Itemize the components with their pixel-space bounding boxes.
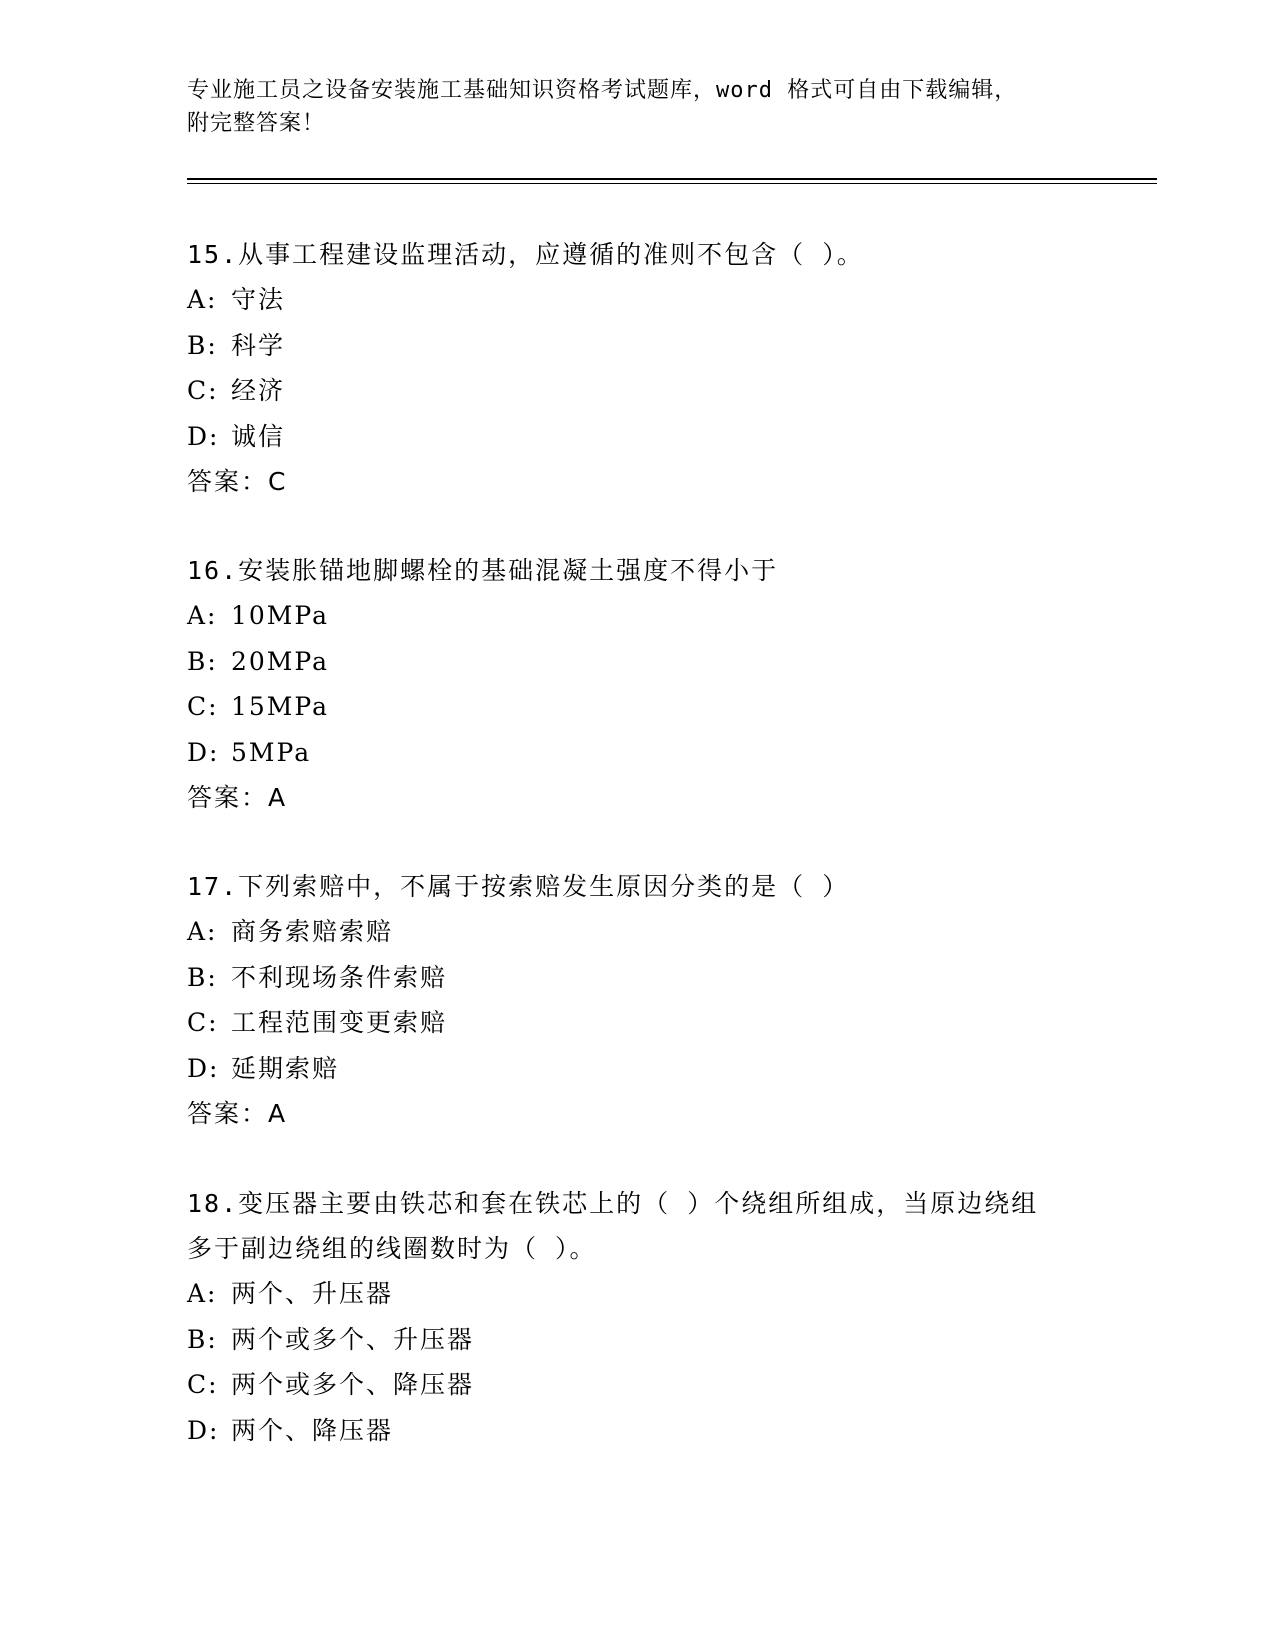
option-text: 15MPa [231, 692, 330, 721]
option-text: 经济 [231, 376, 286, 405]
option-a [187, 593, 1087, 639]
option-c [187, 1362, 1057, 1408]
option-text: 两个、升压器 [231, 1279, 394, 1308]
option-letter: C: [187, 376, 219, 405]
option-a [187, 909, 1087, 955]
question-text: 17.下列索赔中，不属于按索赔发生原因分类的是（ ） [187, 872, 850, 901]
option-letter: D: [187, 421, 220, 451]
option-letter: B: [187, 962, 218, 992]
option-a [187, 1271, 1057, 1317]
option-b [187, 1317, 1057, 1363]
option-text: 守法 [231, 285, 286, 314]
option-b [187, 323, 1087, 369]
question-17 [187, 864, 1087, 1137]
option-letter: A: [187, 1279, 218, 1308]
question-16 [187, 548, 1087, 821]
option-b [187, 955, 1087, 1001]
option-c [187, 684, 1087, 730]
option-letter: B: [187, 330, 218, 360]
option-a [187, 277, 1087, 323]
option-d [187, 730, 1087, 776]
answer-line: 答案：C [187, 467, 288, 496]
header-divider-thick [187, 178, 1157, 180]
option-letter: C: [187, 1370, 219, 1399]
question-18 [187, 1181, 1057, 1453]
option-text: 两个、降压器 [231, 1415, 394, 1445]
question-text: 18.变压器主要由铁芯和套在铁芯上的（ ）个绕组所组成，当原边绕组多于副边绕组的线圈数时为（ ）。 [187, 1189, 1039, 1263]
option-letter: C: [187, 1008, 219, 1037]
option-text: 10MPa [231, 601, 330, 630]
option-text: 商务索赔索赔 [231, 917, 394, 946]
option-text: 延期索赔 [231, 1053, 340, 1083]
option-letter: A: [187, 601, 218, 630]
option-letter: A: [187, 917, 218, 946]
option-letter: C: [187, 692, 219, 721]
header-divider-thin [187, 183, 1157, 184]
question-15 [187, 232, 1087, 505]
option-letter: B: [187, 646, 218, 676]
header-line-1: 专业施工员之设备安装施工基础知识资格考试题库，word 格式可自由下载编辑， [187, 78, 1018, 103]
option-c [187, 368, 1087, 414]
option-letter: A: [187, 285, 218, 314]
document-header [187, 74, 1087, 140]
option-text: 两个或多个、升压器 [231, 1324, 475, 1354]
option-letter: D: [187, 1053, 220, 1083]
option-d [187, 414, 1087, 460]
option-d [187, 1046, 1087, 1092]
question-text: 15.从事工程建设监理活动，应遵循的准则不包含（ ）。 [187, 240, 864, 269]
option-letter: D: [187, 1415, 220, 1445]
option-text: 诚信 [231, 421, 286, 451]
option-c [187, 1000, 1087, 1046]
option-d [187, 1408, 1057, 1454]
option-text: 20MPa [231, 646, 330, 676]
option-text: 不利现场条件索赔 [231, 962, 448, 992]
option-text: 科学 [231, 330, 286, 360]
option-text: 两个或多个、降压器 [231, 1370, 475, 1399]
option-text: 工程范围变更索赔 [231, 1008, 448, 1037]
option-letter: B: [187, 1324, 218, 1354]
option-text: 5MPa [231, 737, 312, 767]
answer-line: 答案：A [187, 783, 288, 812]
answer-line: 答案：A [187, 1099, 288, 1128]
option-letter: D: [187, 737, 220, 767]
option-b [187, 639, 1087, 685]
question-text: 16.安装胀锚地脚螺栓的基础混凝土强度不得小于 [187, 556, 779, 585]
header-line-2: 附完整答案！ [187, 111, 326, 136]
